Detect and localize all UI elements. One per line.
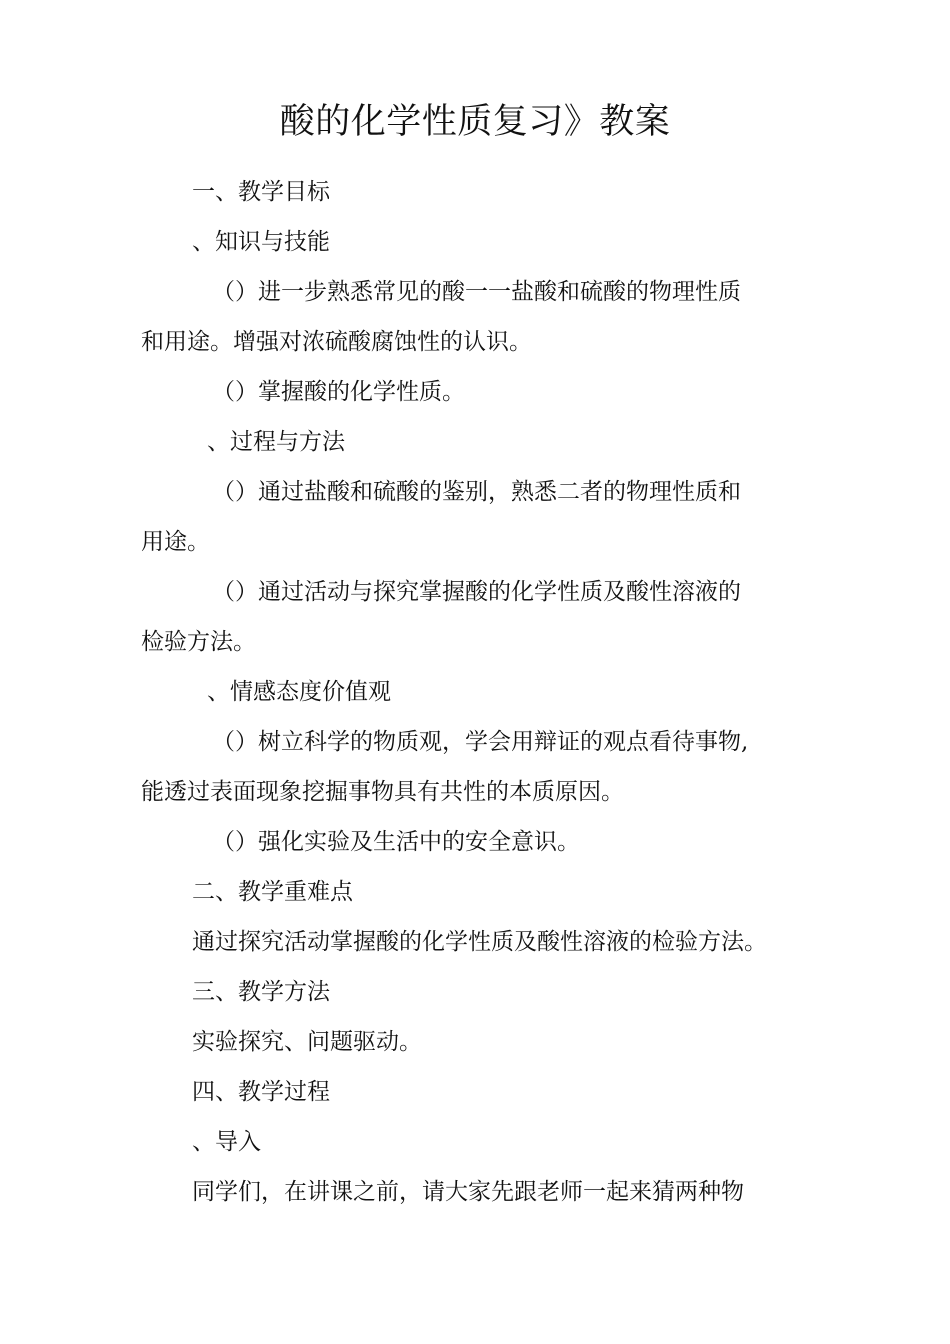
paragraph-line: 同学们，在讲课之前，请大家先跟老师一起来猜两种物	[192, 1179, 744, 1205]
paragraph-line: 能透过表面现象挖掘事物具有共性的本质原因。	[141, 779, 624, 805]
paragraph-line: 通过探究活动掌握酸的化学性质及酸性溶液的检验方法。	[192, 929, 767, 955]
paragraph-line: 检验方法。	[141, 629, 256, 655]
paragraph-line: （）进一步熟悉常见的酸一一盐酸和硫酸的物理性质	[212, 279, 741, 305]
document-title: 酸的化学性质复习》教案	[279, 102, 671, 142]
paragraph-line: （）掌握酸的化学性质。	[212, 379, 465, 405]
section-heading-methods: 三、教学方法	[192, 979, 330, 1005]
paragraph-line: （）通过活动与探究掌握酸的化学性质及酸性溶液的	[212, 579, 741, 605]
subsection-introduction: 、导入	[192, 1129, 261, 1155]
section-heading-process: 四、教学过程	[192, 1079, 330, 1105]
paragraph-line: （）树立科学的物质观，学会用辩证的观点看待事物,	[212, 729, 749, 755]
section-heading-key-points: 二、教学重难点	[192, 879, 353, 905]
paragraph-line: 和用途。增强对浓硫酸腐蚀性的认识。	[141, 329, 532, 355]
subsection-knowledge-skills: 、知识与技能	[192, 229, 330, 255]
subsection-attitudes-values: 、情感态度价值观	[207, 679, 391, 705]
paragraph-line: 用途。	[141, 529, 210, 555]
paragraph-line: 实验探究、问题驱动。	[192, 1029, 422, 1055]
subsection-process-methods: 、过程与方法	[207, 429, 345, 455]
paragraph-line: （）通过盐酸和硫酸的鉴别，熟悉二者的物理性质和	[212, 479, 741, 505]
section-heading-objectives: 一、教学目标	[192, 179, 330, 205]
paragraph-line: （）强化实验及生活中的安全意识。	[212, 829, 580, 855]
